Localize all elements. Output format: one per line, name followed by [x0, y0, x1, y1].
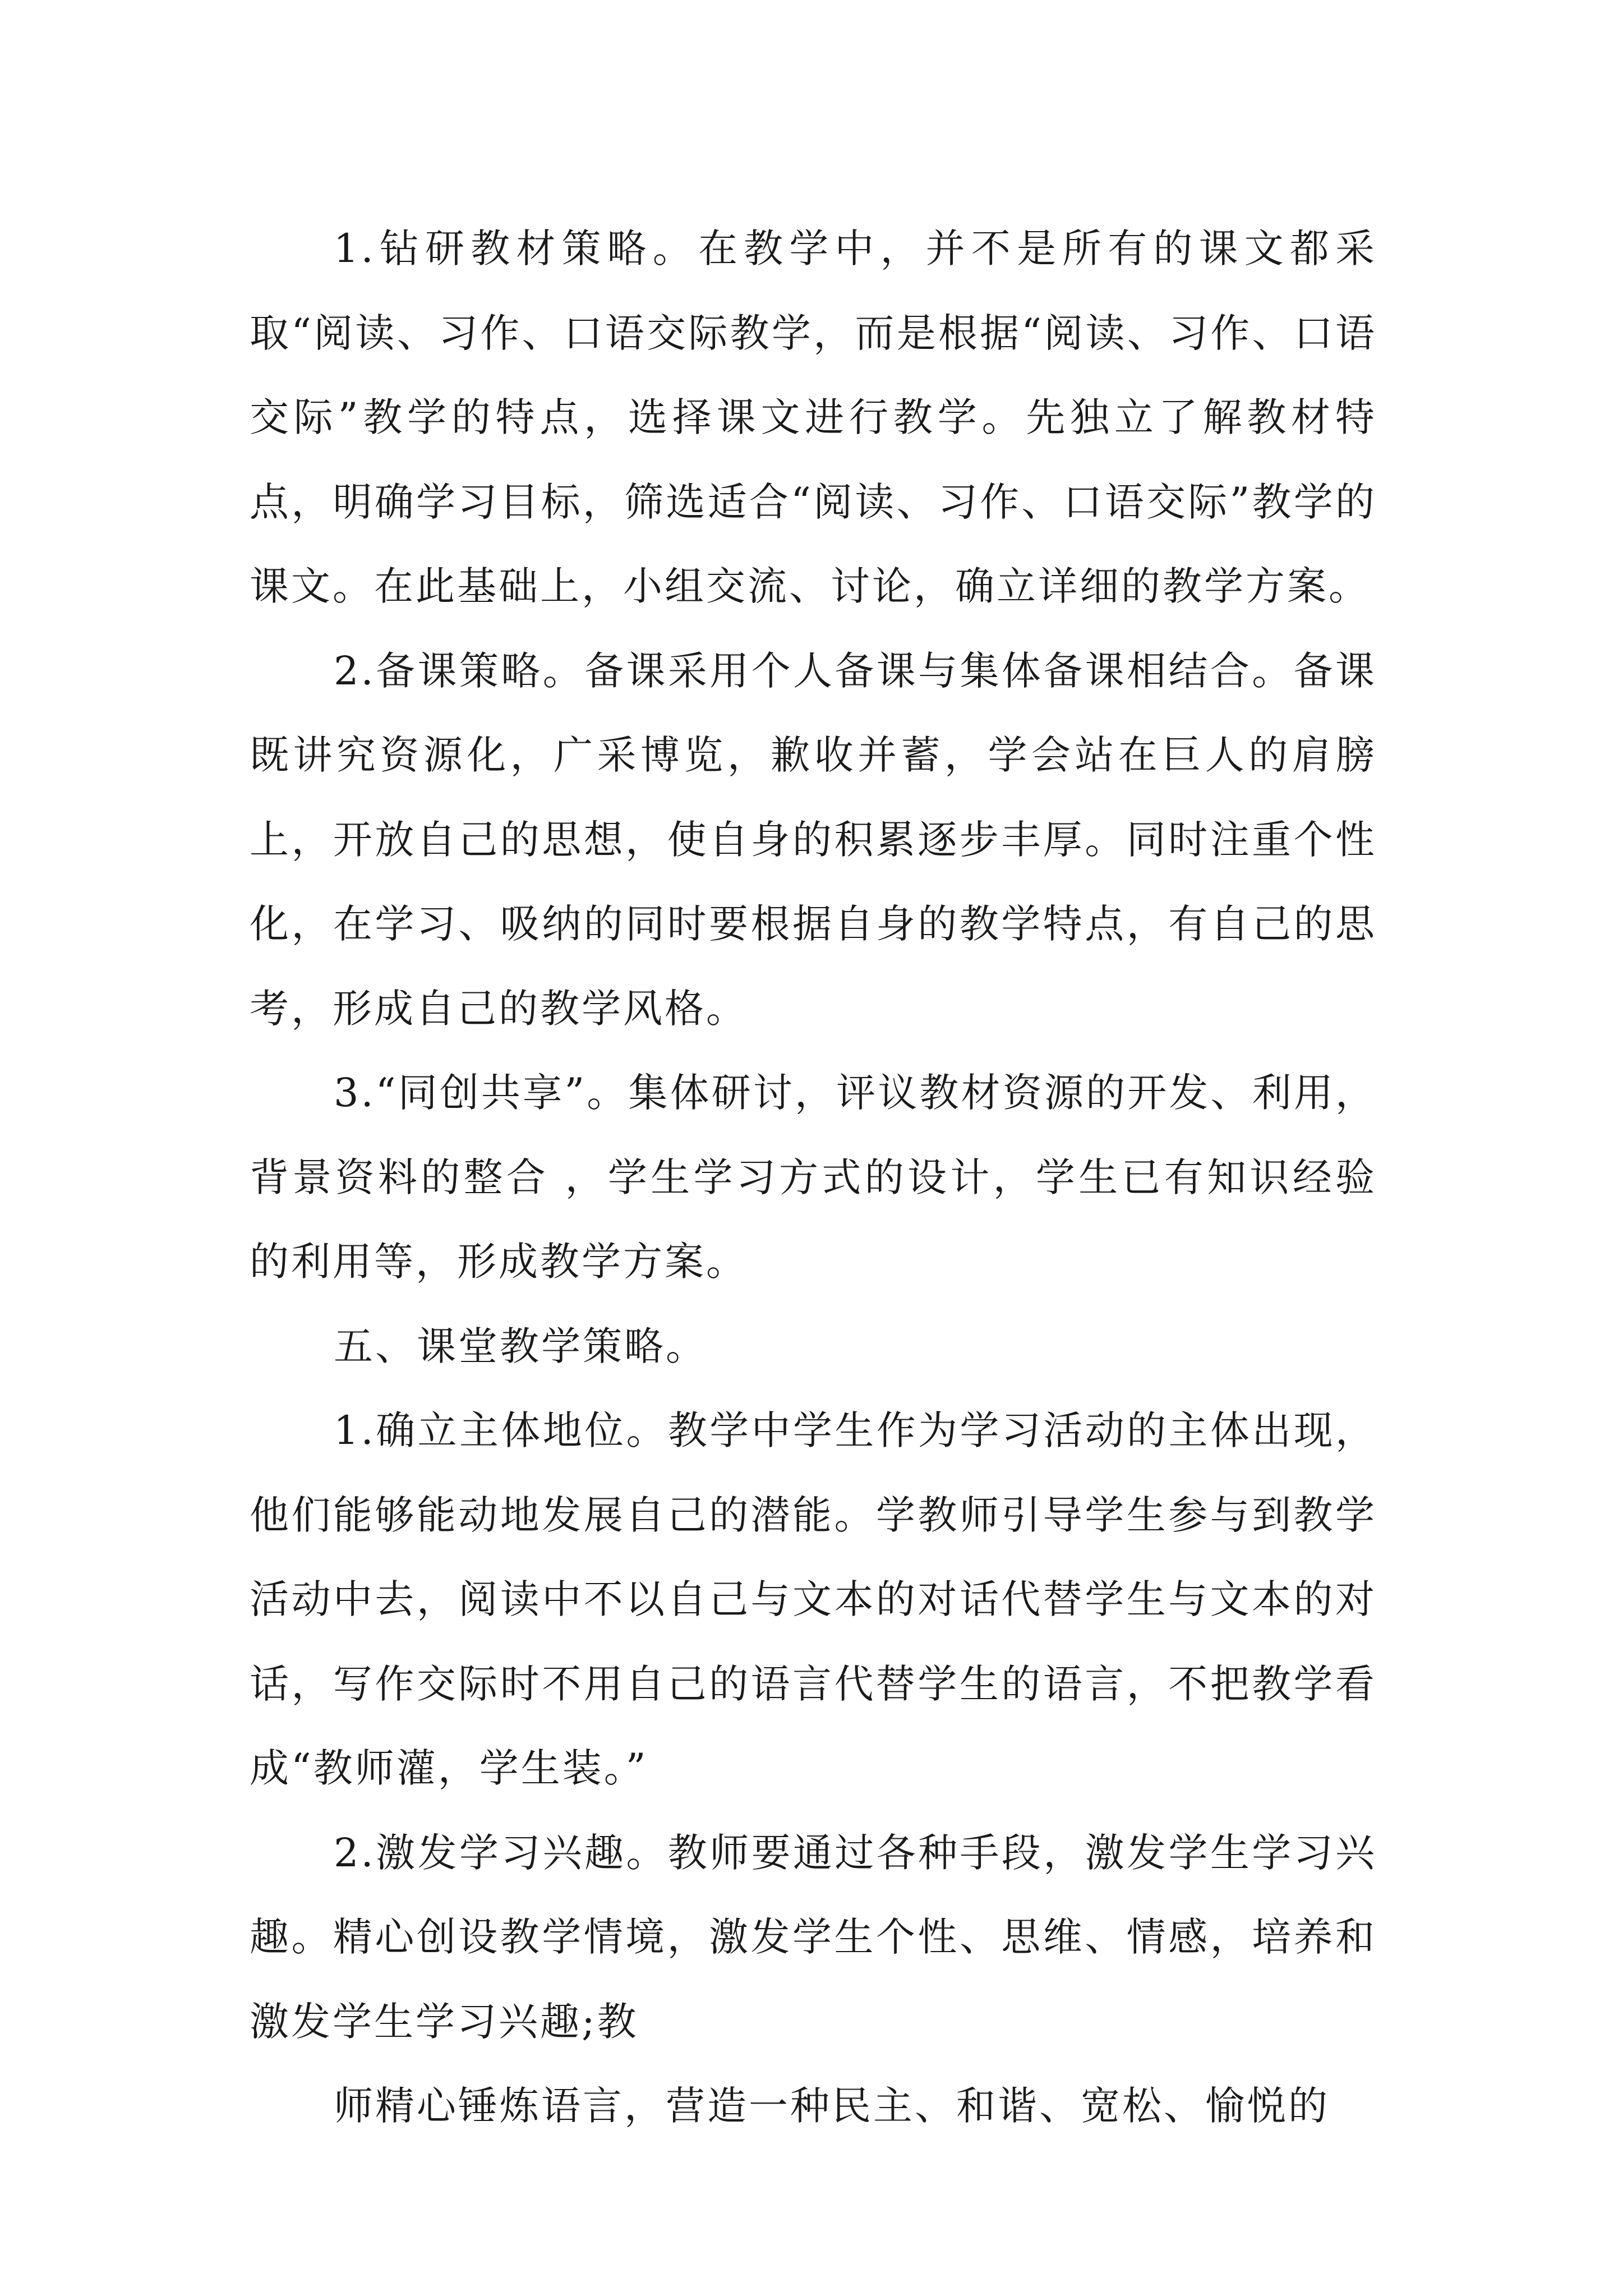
paragraph-teacher-language: 师精心锤炼语言，营造一种民主、和谐、宽松、愉悦的 [334, 2083, 1330, 2129]
document-body [250, 206, 1377, 2148]
section-heading-classroom-strategy: 五、课堂教学策略。 [334, 1323, 707, 1369]
paragraph-student-subject: 1.确立主体地位。教学中学生作为学习活动的主体出现，他们能够能动地发展自己的潜能。学教师引导学生参与到教学活动中去，阅读中不以自己与文本的对话代替学生与文本的对话，写作交际时不用自己的语言代替学生的语言，不把教学看成“教师灌，学生装。” [250, 1407, 1377, 1791]
paragraph-co-create-share: 3.“同创共享”。集体研讨，评议教材资源的开发、利用，背景资料的整合 ，学生学习方式的设计，学生已有知识经验的利用等，形成教学方案。 [250, 1070, 1377, 1285]
paragraph-textbook-strategy: 1.钻研教材策略。在教学中，并不是所有的课文都采取“阅读、习作、口语交际教学，而是根据“阅读、习作、口语交际”教学的特点，选择课文进行教学。先独立了解教材特点，明确学习目标，筛选适合“阅读、习作、口语交际”教学的课文。在此基础上，小组交流、讨论，确立详细的教学方案。 [250, 226, 1377, 609]
paragraph-lesson-prep-strategy: 2.备课策略。备课采用个人备课与集体备课相结合。备课既讲究资源化，广采博览，歉收并蓄，学会站在巨人的肩膀上，开放自己的思想，使自身的积累逐步丰厚。同时注重个性化，在学习、吸纳的同时要根据自身的教学特点，有自己的思考，形成自己的教学风格。 [250, 647, 1377, 1032]
paragraph-stimulate-interest: 2.激发学习兴趣。教师要通过各种手段，激发学生学习兴趣。精心创设教学情境，激发学生个性、思维、情感，培养和激发学生学习兴趣;教 [250, 1829, 1377, 2045]
